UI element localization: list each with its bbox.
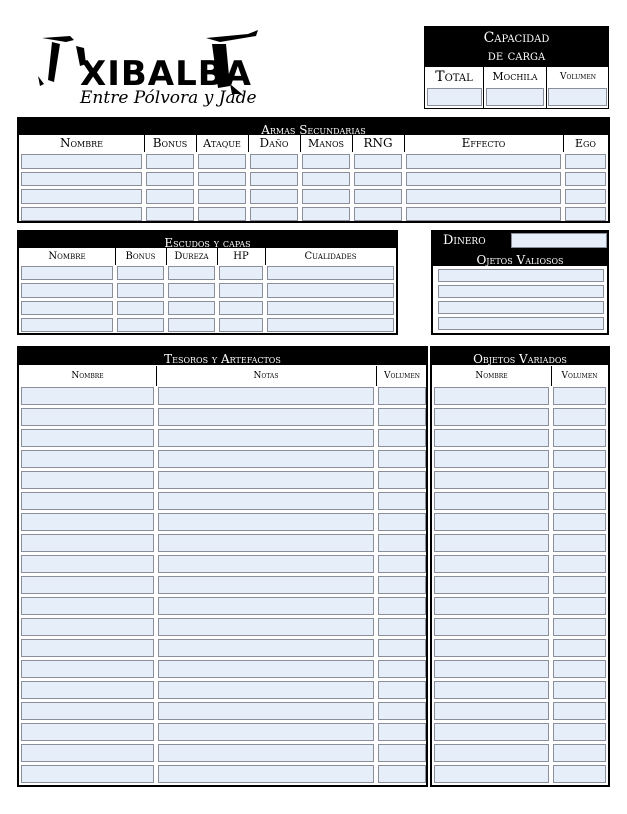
escudos-row-3-field[interactable] — [117, 301, 164, 315]
escudos-row-2-field[interactable] — [168, 283, 215, 297]
tesoros-row-19-field[interactable] — [21, 765, 154, 783]
armas-row-2-field[interactable] — [565, 172, 606, 187]
variados-row-7-field[interactable] — [434, 513, 549, 531]
escudos-panel — [17, 230, 398, 335]
tesoros-row-9-field[interactable] — [378, 555, 426, 573]
variados-row-13-field[interactable] — [553, 639, 606, 657]
valiosos-row-4-field[interactable] — [438, 317, 604, 330]
variados-title: Objetos Variados — [473, 352, 567, 366]
valiosos-title: Ojetos Valiosos — [476, 253, 564, 267]
armas-row-3-field[interactable] — [302, 189, 350, 204]
armas-row-4-field[interactable] — [302, 207, 350, 222]
armas-row-1-field[interactable] — [198, 154, 246, 169]
tesoros-row-4-field[interactable] — [21, 450, 154, 468]
armas-col-manos: Manos — [307, 137, 345, 150]
tesoros-row-5-field[interactable] — [378, 471, 426, 489]
armas-col-daño: Daño — [259, 136, 289, 150]
tesoros-row-15-field[interactable] — [158, 681, 374, 699]
tesoros-row-9-field[interactable] — [21, 555, 154, 573]
variados-panel — [430, 346, 610, 787]
tesoros-col-nombre: Nombre — [71, 371, 104, 381]
tesoros-row-12-field[interactable] — [378, 618, 426, 636]
variados-row-13-field[interactable] — [434, 639, 549, 657]
dinero-field[interactable] — [511, 233, 607, 248]
tesoros-row-1-field[interactable] — [21, 387, 154, 405]
valiosos-row-1-field[interactable] — [438, 269, 604, 282]
escudos-row-3-field[interactable] — [168, 301, 215, 315]
valiosos-title-bar — [433, 249, 607, 266]
escudos-col-cualidades: Cualidades — [304, 251, 357, 262]
armas-row-1-field[interactable] — [21, 154, 142, 169]
tesoros-row-2-field[interactable] — [158, 408, 374, 426]
escudos-row-4-field[interactable] — [117, 318, 164, 332]
tesoros-col-volumen: Volumen — [384, 371, 420, 381]
escudos-row-2-field[interactable] — [219, 283, 263, 297]
escudos-row-4-field[interactable] — [219, 318, 263, 332]
armas-row-2-field[interactable] — [406, 172, 561, 187]
escudos-row-3-field[interactable] — [267, 301, 394, 315]
armas-row-4-field[interactable] — [198, 207, 246, 222]
armas-row-1-field[interactable] — [146, 154, 194, 169]
escudos-row-2-field[interactable] — [267, 283, 394, 297]
tesoros-row-5-field[interactable] — [21, 471, 154, 489]
tesoros-row-17-field[interactable] — [21, 723, 154, 741]
variados-row-8-field[interactable] — [553, 534, 606, 552]
tesoros-title: Tesoros y Artefactos — [164, 352, 281, 366]
tesoros-row-19-field[interactable] — [378, 765, 426, 783]
tesoros-row-1-field[interactable] — [158, 387, 374, 405]
tesoros-row-1-field[interactable] — [378, 387, 426, 405]
escudos-row-1-field[interactable] — [117, 266, 164, 280]
variados-row-16-field[interactable] — [553, 702, 606, 720]
tesoros-panel — [17, 346, 428, 787]
variados-row-19-field[interactable] — [553, 765, 606, 783]
escudos-col-nombre: Nombre — [48, 251, 86, 262]
tesoros-row-7-field[interactable] — [378, 513, 426, 531]
capacidad-col-total: Total — [435, 69, 473, 85]
variados-row-9-field[interactable] — [434, 555, 549, 573]
variados-row-4-field[interactable] — [553, 450, 606, 468]
armas-col-rng: RNG — [363, 136, 393, 150]
tesoros-row-10-field[interactable] — [378, 576, 426, 594]
variados-col-nombre: Nombre — [475, 371, 508, 381]
tesoros-row-13-field[interactable] — [21, 639, 154, 657]
armas-row-2-field[interactable] — [354, 172, 402, 187]
variados-row-1-field[interactable] — [553, 387, 606, 405]
tesoros-row-7-field[interactable] — [158, 513, 374, 531]
armas-row-1-field[interactable] — [565, 154, 606, 169]
tesoros-row-4-field[interactable] — [378, 450, 426, 468]
armas-row-4-field[interactable] — [21, 207, 142, 222]
variados-row-9-field[interactable] — [553, 555, 606, 573]
variados-row-18-field[interactable] — [553, 744, 606, 762]
tesoros-row-17-field[interactable] — [378, 723, 426, 741]
escudos-row-3-field[interactable] — [21, 301, 113, 315]
armas-col-bonus: Bonus — [152, 136, 188, 150]
tesoros-row-16-field[interactable] — [21, 702, 154, 720]
capacidad-col-mochila: Mochila — [492, 70, 538, 83]
variados-row-6-field[interactable] — [434, 492, 549, 510]
variados-row-15-field[interactable] — [434, 681, 549, 699]
escudos-row-2-field[interactable] — [21, 283, 113, 297]
tesoros-row-18-field[interactable] — [158, 744, 374, 762]
armas-row-3-field[interactable] — [146, 189, 194, 204]
capacidad-title-line1: Capacidad — [483, 30, 550, 46]
tesoros-row-8-field[interactable] — [158, 534, 374, 552]
armas-row-1-field[interactable] — [354, 154, 402, 169]
escudos-col-hp: HP — [233, 251, 249, 262]
escudos-row-2-field[interactable] — [117, 283, 164, 297]
escudos-row-4-field[interactable] — [168, 318, 215, 332]
variados-row-7-field[interactable] — [553, 513, 606, 531]
valiosos-row-2-field[interactable] — [438, 285, 604, 298]
armas-row-3-field[interactable] — [21, 189, 142, 204]
tesoros-row-19-field[interactable] — [158, 765, 374, 783]
tesoros-row-16-field[interactable] — [158, 702, 374, 720]
tesoros-row-13-field[interactable] — [158, 639, 374, 657]
armas-row-1-field[interactable] — [302, 154, 350, 169]
escudos-col-dureza: Dureza — [174, 251, 209, 262]
armas-row-2-field[interactable] — [198, 172, 246, 187]
variados-row-10-field[interactable] — [553, 576, 606, 594]
variados-col-volumen: Volumen — [561, 371, 598, 381]
logo-subtitle: Entre Pólvora y Jade — [80, 88, 257, 108]
armas-row-1-field[interactable] — [250, 154, 298, 169]
variados-row-8-field[interactable] — [434, 534, 549, 552]
tesoros-row-2-field[interactable] — [378, 408, 426, 426]
tesoros-row-15-field[interactable] — [21, 681, 154, 699]
armas-row-3-field[interactable] — [198, 189, 246, 204]
tesoros-row-2-field[interactable] — [21, 408, 154, 426]
armas-col-ego: Ego — [575, 137, 596, 150]
tesoros-row-10-field[interactable] — [158, 576, 374, 594]
capacidad-volumen-field[interactable] — [548, 88, 607, 106]
escudos-row-4-field[interactable] — [267, 318, 394, 332]
variados-row-14-field[interactable] — [553, 660, 606, 678]
variados-row-11-field[interactable] — [553, 597, 606, 615]
tesoros-row-15-field[interactable] — [378, 681, 426, 699]
armas-col-nombre: Nombre — [60, 136, 103, 150]
armas-row-4-field[interactable] — [354, 207, 402, 222]
armas-row-1-field[interactable] — [406, 154, 561, 169]
tesoros-row-3-field[interactable] — [21, 429, 154, 447]
tesoros-row-16-field[interactable] — [378, 702, 426, 720]
armas-row-2-field[interactable] — [250, 172, 298, 187]
capacidad-panel — [424, 26, 609, 109]
variados-row-12-field[interactable] — [434, 618, 549, 636]
armas-row-2-field[interactable] — [146, 172, 194, 187]
tesoros-row-3-field[interactable] — [378, 429, 426, 447]
tesoros-row-9-field[interactable] — [158, 555, 374, 573]
variados-row-17-field[interactable] — [553, 723, 606, 741]
tesoros-row-11-field[interactable] — [158, 597, 374, 615]
capacidad-title-bar — [425, 27, 608, 67]
armas-panel — [17, 117, 610, 223]
variados-row-5-field[interactable] — [553, 471, 606, 489]
tesoros-col-notas: Notas — [253, 371, 279, 381]
armas-title: Armas Secundarias — [261, 123, 366, 137]
tesoros-row-12-field[interactable] — [21, 618, 154, 636]
variados-row-2-field[interactable] — [553, 408, 606, 426]
tesoros-row-5-field[interactable] — [158, 471, 374, 489]
tesoros-row-6-field[interactable] — [378, 492, 426, 510]
armas-row-2-field[interactable] — [302, 172, 350, 187]
tesoros-row-4-field[interactable] — [158, 450, 374, 468]
tesoros-row-14-field[interactable] — [378, 660, 426, 678]
tesoros-title-bar — [19, 348, 426, 365]
tesoros-row-10-field[interactable] — [21, 576, 154, 594]
variados-row-19-field[interactable] — [434, 765, 549, 783]
variados-row-1-field[interactable] — [434, 387, 549, 405]
variados-row-3-field[interactable] — [434, 429, 549, 447]
tesoros-row-14-field[interactable] — [21, 660, 154, 678]
variados-title-bar — [432, 348, 608, 365]
variados-row-16-field[interactable] — [434, 702, 549, 720]
variados-row-4-field[interactable] — [434, 450, 549, 468]
tesoros-row-18-field[interactable] — [378, 744, 426, 762]
variados-row-5-field[interactable] — [434, 471, 549, 489]
tesoros-row-14-field[interactable] — [158, 660, 374, 678]
tesoros-row-8-field[interactable] — [21, 534, 154, 552]
valiosos-row-3-field[interactable] — [438, 301, 604, 314]
escudos-row-1-field[interactable] — [21, 266, 113, 280]
variados-row-10-field[interactable] — [434, 576, 549, 594]
variados-row-11-field[interactable] — [434, 597, 549, 615]
variados-row-15-field[interactable] — [553, 681, 606, 699]
tesoros-row-8-field[interactable] — [378, 534, 426, 552]
tesoros-row-13-field[interactable] — [378, 639, 426, 657]
armas-row-3-field[interactable] — [406, 189, 561, 204]
tesoros-row-12-field[interactable] — [158, 618, 374, 636]
armas-row-3-field[interactable] — [565, 189, 606, 204]
escudos-row-1-field[interactable] — [219, 266, 263, 280]
armas-row-3-field[interactable] — [354, 189, 402, 204]
armas-row-4-field[interactable] — [406, 207, 561, 222]
escudos-title-bar — [19, 232, 396, 248]
armas-row-3-field[interactable] — [250, 189, 298, 204]
escudos-row-1-field[interactable] — [267, 266, 394, 280]
escudos-row-4-field[interactable] — [21, 318, 113, 332]
escudos-title: Escudos y capas — [164, 236, 251, 250]
logo-title: XIBALBA — [80, 54, 252, 94]
armas-row-4-field[interactable] — [565, 207, 606, 222]
escudos-col-bonus: Bonus — [125, 251, 156, 262]
escudos-row-3-field[interactable] — [219, 301, 263, 315]
capacidad-col-volumen: Volumen — [560, 72, 596, 82]
variados-row-12-field[interactable] — [553, 618, 606, 636]
capacidad-title-line2: de carga — [487, 48, 546, 64]
dinero-panel — [431, 230, 609, 335]
tesoros-row-3-field[interactable] — [158, 429, 374, 447]
tesoros-row-17-field[interactable] — [158, 723, 374, 741]
logo — [30, 28, 260, 110]
armas-row-2-field[interactable] — [21, 172, 142, 187]
variados-row-2-field[interactable] — [434, 408, 549, 426]
tesoros-row-7-field[interactable] — [21, 513, 154, 531]
variados-row-3-field[interactable] — [553, 429, 606, 447]
tesoros-row-11-field[interactable] — [378, 597, 426, 615]
armas-row-4-field[interactable] — [146, 207, 194, 222]
variados-row-6-field[interactable] — [553, 492, 606, 510]
tesoros-row-18-field[interactable] — [21, 744, 154, 762]
armas-col-effecto: Effecto — [461, 136, 506, 150]
armas-title-bar — [19, 119, 608, 135]
dinero-label: Dinero — [443, 233, 486, 248]
capacidad-mochila-field[interactable] — [486, 88, 544, 106]
tesoros-row-6-field[interactable] — [21, 492, 154, 510]
variados-row-14-field[interactable] — [434, 660, 549, 678]
armas-row-4-field[interactable] — [250, 207, 298, 222]
capacidad-total-field[interactable] — [427, 88, 482, 106]
variados-row-18-field[interactable] — [434, 744, 549, 762]
tesoros-row-11-field[interactable] — [21, 597, 154, 615]
variados-row-17-field[interactable] — [434, 723, 549, 741]
tesoros-row-6-field[interactable] — [158, 492, 374, 510]
escudos-row-1-field[interactable] — [168, 266, 215, 280]
armas-col-ataque: Ataque — [203, 137, 241, 150]
